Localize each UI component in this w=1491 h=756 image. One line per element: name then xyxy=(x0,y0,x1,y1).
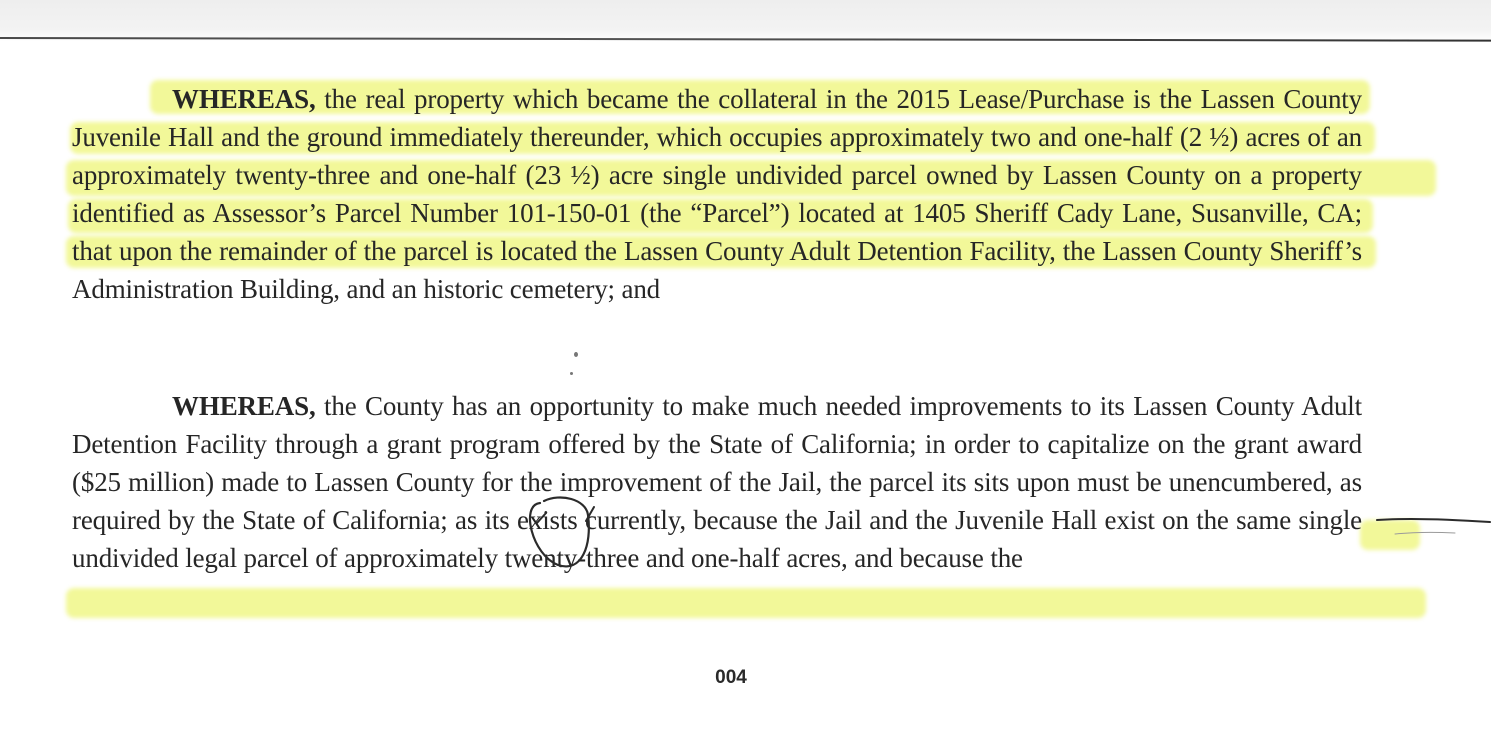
whereas-lead-2: WHEREAS, xyxy=(172,391,316,421)
whereas-paragraph-2 xyxy=(72,387,1362,577)
scan-speck xyxy=(570,372,573,375)
page-top-edge xyxy=(0,37,1491,42)
whereas-lead-1: WHEREAS, xyxy=(172,84,316,114)
highlight-stroke xyxy=(1360,520,1420,550)
page-number: 004 xyxy=(715,667,747,688)
paragraph-1-text: the real property which became the collateral in the 2015 Lease/Purchase is the Lassen County Juvenile Hall and the ground immediately thereunder, which occupies approximately two and one-half (2 ½) acres of an approximately twenty-three and one-half (23 ½) acre single undivided parcel owned by Lassen County on a property identified as Assessor’s Parcel Number 101-150-01 (the “Parcel”) located at 1405 Sheriff Cady Lane, Susanville, CA; that upon the remainder of the parcel is located the Lassen County Adult Detention Facility, the Lassen County Sheriff’s Administration Building, and an historic cemetery; and xyxy=(72,84,1362,304)
whereas-paragraph-1 xyxy=(72,80,1362,308)
paragraph-2-text: the County has an opportunity to make much needed improvements to its Lassen County Adult Detention Facility through a grant program offered by the State of California; in order to capitalize on the grant award ($25 million) made to Lassen County for the improvement of the Jail, the parcel its sits upon must be unencumbered, as required by the State of California; as its exists currently, because the Jail and the Juvenile Hall exist on the same single undivided legal parcel of approximately twenty-three and one-half acres, and because the xyxy=(72,391,1362,573)
scan-speck xyxy=(574,352,578,357)
highlight-stroke xyxy=(66,588,1426,618)
